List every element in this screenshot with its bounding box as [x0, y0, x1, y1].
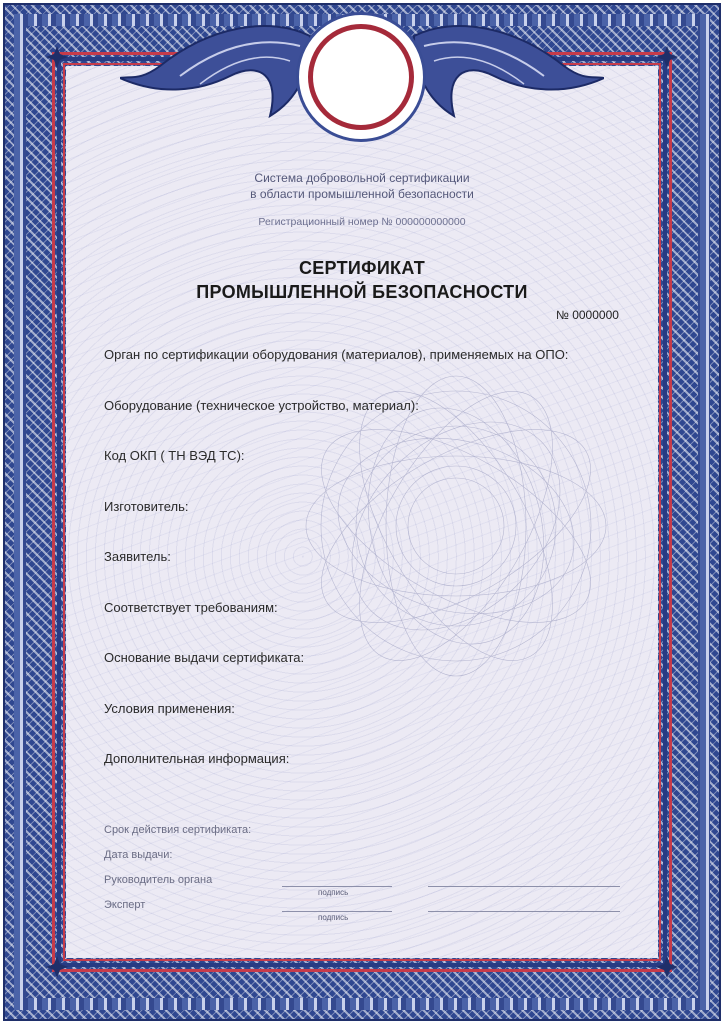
guilloche-rosette-icon: [296, 366, 616, 686]
head-label: Руководитель органа: [104, 874, 213, 886]
seal-circle: [296, 12, 426, 142]
field-additional-info: Дополнительная информация:: [104, 751, 290, 766]
validity-label: Срок действия сертификата:: [104, 824, 252, 836]
corner-ornament-icon: [46, 956, 68, 978]
registration-number: Регистрационный номер № 000000000000: [258, 216, 466, 228]
certificate-number: № 0000000: [556, 308, 619, 322]
name-line-head: [428, 886, 620, 887]
corner-ornament-icon: [656, 956, 678, 978]
ribbon-left-icon: [120, 6, 320, 146]
field-issue-basis: Основание выдачи сертификата:: [104, 650, 305, 665]
title-line-1: СЕРТИФИКАТ: [298, 258, 426, 278]
field-equipment: Оборудование (техническое устройство, материал):: [104, 398, 419, 413]
ribbon-right-icon: [404, 6, 604, 146]
field-certification-body: Орган по сертификации оборудования (материалов), применяемых на ОПО:: [104, 347, 569, 362]
field-usage-conditions: Условия применения:: [104, 701, 235, 716]
name-line-expert: [428, 911, 620, 912]
system-line-2: в области промышленной безопасности: [250, 187, 474, 201]
system-line-1: Система добровольной сертификации: [254, 171, 470, 185]
signature-caption-expert: подпись: [318, 913, 349, 922]
certification-system: [0, 170, 724, 202]
field-applicant: Заявитель:: [104, 549, 171, 564]
seal-ring: [308, 24, 414, 130]
issue-date-label: Дата выдачи:: [104, 849, 173, 861]
corner-ornament-icon: [46, 46, 68, 68]
field-requirements: Соответствует требованиям:: [104, 600, 278, 615]
signature-line-head: [282, 886, 392, 887]
signature-line-expert: [282, 911, 392, 912]
signature-caption-head: подпись: [318, 888, 349, 897]
corner-ornament-icon: [656, 46, 678, 68]
title-line-2: ПРОМЫШЛЕННОЙ БЕЗОПАСНОСТИ: [196, 282, 528, 302]
field-okp-code: Код ОКП ( ТН ВЭД ТС):: [104, 448, 245, 463]
field-manufacturer: Изготовитель:: [104, 499, 189, 514]
certificate-title: [0, 256, 724, 304]
expert-label: Эксперт: [104, 899, 146, 911]
